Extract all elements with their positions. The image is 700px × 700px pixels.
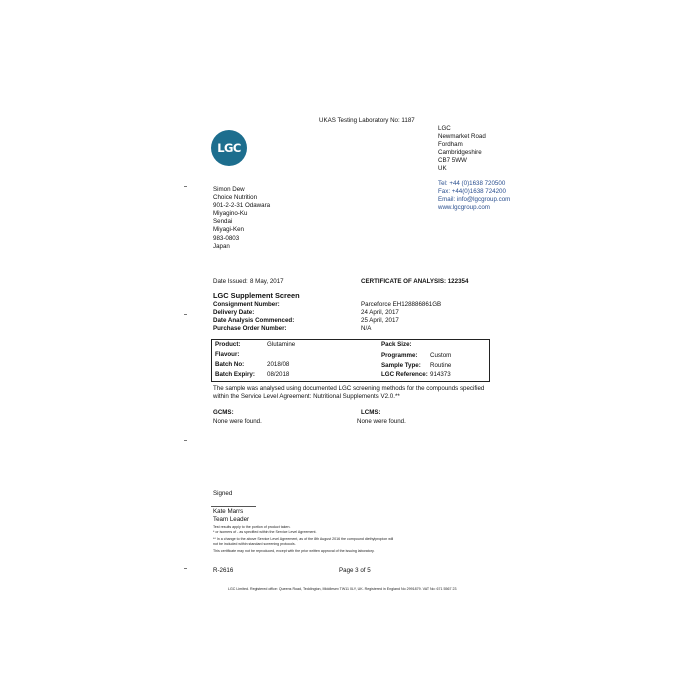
delivery-date-value: 24 April, 2017 <box>361 309 399 317</box>
recipient-address <box>213 186 270 251</box>
lgc-reference-label: LGC Reference: <box>381 371 428 378</box>
gcms-value: None were found. <box>213 418 262 425</box>
recipient-line: 901-2-2-31 Odawara <box>213 202 271 210</box>
lgc-logo: LGC <box>211 130 247 166</box>
signatory-title: Team Leader <box>213 516 250 524</box>
document-reference: R-2616 <box>213 567 234 574</box>
lcms-label: LCMS: <box>361 409 381 416</box>
screen-title: LGC Supplement Screen <box>213 291 300 300</box>
statement-line: The sample was analysed using documented LGC screening methods for the compounds specified <box>213 385 485 392</box>
footnote-line: * or isomers of - as specified within the Service Level Agreement. <box>213 529 317 534</box>
sample-type-value: Routine <box>430 362 452 369</box>
recipient-line: Japan <box>213 242 230 250</box>
sample-type-label: Sample Type: <box>381 362 421 369</box>
date-issued-value: 8 May, 2017 <box>250 278 284 285</box>
screen-labels <box>213 301 294 333</box>
purchase-order-label: Purchase Order Number: <box>213 325 287 333</box>
signed-label: Signed <box>213 490 233 497</box>
consignment-label: Consignment Number: <box>213 301 280 308</box>
flavour-label: Flavour: <box>215 351 240 358</box>
contact-website[interactable]: www.lgcgroup.com <box>438 204 490 212</box>
address-line: LGC <box>438 125 451 132</box>
gcms-label: GCMS: <box>213 409 234 416</box>
screen-values <box>361 301 441 333</box>
recipient-line: 983-0803 <box>213 234 240 242</box>
contact-fax: Fax: +44(0)1638 724200 <box>438 188 506 196</box>
recipient-line: Simon Dew <box>213 186 245 193</box>
certificate-number: CERTIFICATE OF ANALYSIS: 122354 <box>361 278 469 285</box>
programme-value: Custom <box>430 352 452 359</box>
footnote-line: ** In a change to the above Service Level Agreement, as of the 8th August 2016 the compound diethylpropion will <box>213 537 394 542</box>
address-line: Cambridgeshire <box>438 149 482 157</box>
recipient-line: Choice Nutrition <box>213 194 258 202</box>
lgc-reference-value: 914373 <box>430 371 451 378</box>
address-line: UK <box>438 165 447 173</box>
signatory <box>213 508 249 524</box>
address-line: CB7 5WW <box>438 157 467 165</box>
margin-mark <box>184 186 187 187</box>
signature-line <box>211 506 256 507</box>
address-line: Newmarket Road <box>438 133 486 141</box>
statement-line: within the Service Level Agreement: Nutritional Supplements V2.0.** <box>213 393 400 401</box>
recipient-line: Sendai <box>213 218 233 226</box>
footnote-line: not be included within standard screening protocols. <box>213 541 296 546</box>
analysis-commenced-value: 25 April, 2017 <box>361 317 399 325</box>
batch-label: Batch No: <box>215 361 245 368</box>
ukas-header: UKAS Testing Laboratory No: 1187 <box>319 117 415 124</box>
lcms-value: None were found. <box>357 418 406 425</box>
lgc-address <box>438 125 486 174</box>
margin-mark <box>184 314 187 315</box>
analysis-commenced-label: Date Analysis Commenced: <box>213 317 295 325</box>
recipient-line: Miyagino-Ku <box>213 210 248 218</box>
contact-email[interactable]: Email: info@lgcgroup.com <box>438 196 511 204</box>
lgc-contact <box>438 180 510 212</box>
pack-size-label: Pack Size: <box>381 341 412 348</box>
address-line: Fordham <box>438 141 463 149</box>
purchase-order-value: N/A <box>361 325 372 333</box>
expiry-label: Batch Expiry: <box>215 371 255 378</box>
signatory-name: Kate Marrs <box>213 508 244 515</box>
analysis-statement <box>213 385 484 401</box>
margin-mark <box>184 568 187 569</box>
expiry-value: 08/2018 <box>267 371 290 378</box>
page-number: Page 3 of 5 <box>339 567 371 574</box>
footnote-line: This certificate may not be reproduced, except with the prior written approval of the issuing laboratory. <box>213 549 375 554</box>
delivery-date-label: Delivery Date: <box>213 309 255 317</box>
registered-office: LGC Limited. Registered office: Queens Road, Teddington, Middlesex TW11 0LY, UK. Registered in England No 2991879. VAT No: 671 5567 23 <box>228 587 457 591</box>
consignment-value: Parceforce EH128886861GB <box>361 301 442 308</box>
recipient-line: Miyagi-Ken <box>213 226 244 234</box>
product-label: Product: <box>215 341 241 348</box>
batch-value: 2018/08 <box>267 361 290 368</box>
footnotes <box>213 525 393 554</box>
date-issued-label: Date Issued: <box>213 278 248 285</box>
programme-label: Programme: <box>381 352 418 359</box>
margin-mark <box>184 440 187 441</box>
product-value: Glutamine <box>267 341 296 348</box>
contact-tel: Tel: +44 (0)1638 720500 <box>438 180 506 187</box>
footnote-line: Test results apply to the portion of product taken. <box>213 525 291 529</box>
